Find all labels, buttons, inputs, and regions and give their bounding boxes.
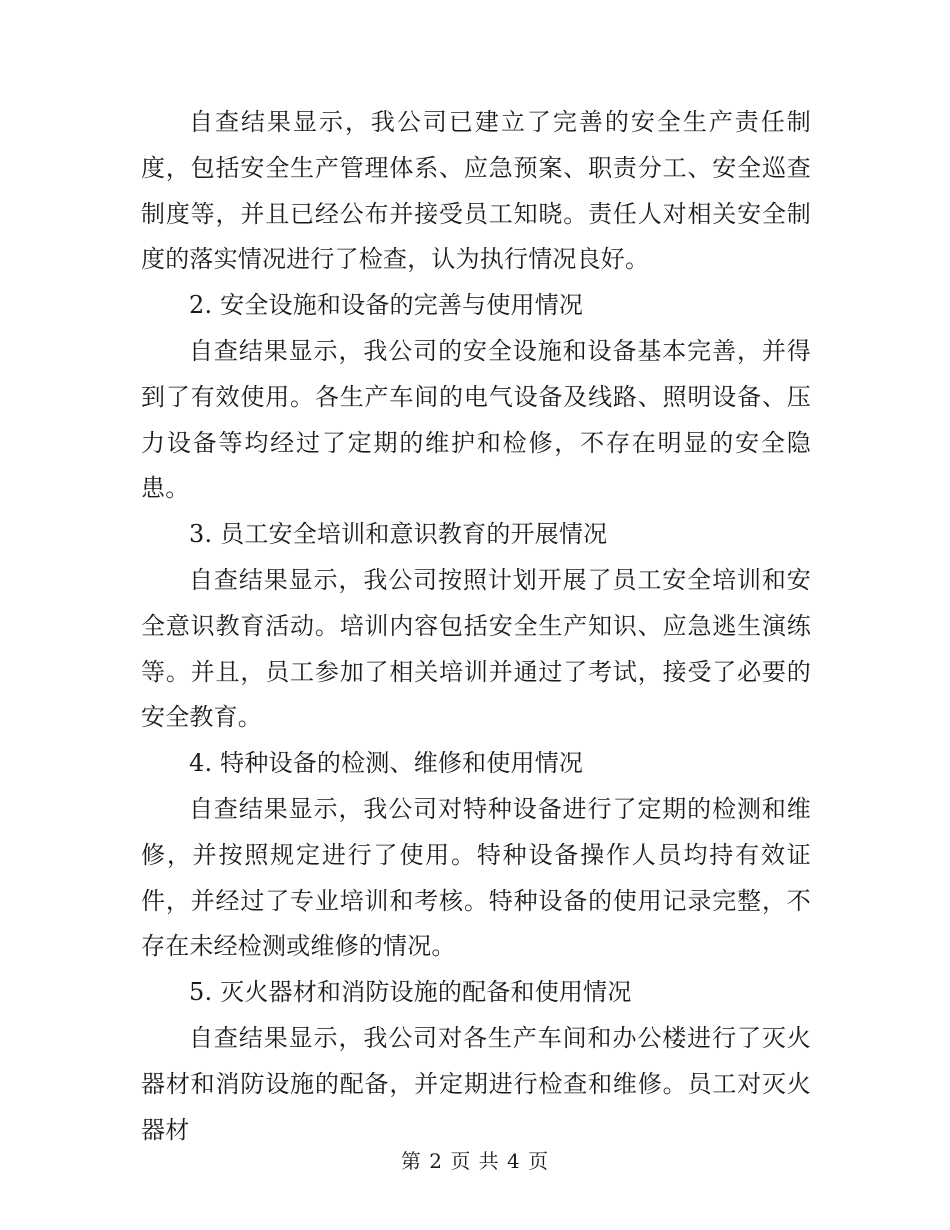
heading-section-3: 3. 员工安全培训和意识教育的开展情况 [189, 520, 608, 549]
paragraph-section-2: 自查结果显示，我公司的安全设施和设备基本完善，并得到了有效使用。各生产车间的电气设备及线路、照明设备、压力设备等均经过了定期的维护和检修，不存在明显的安全隐患。 [141, 336, 811, 503]
paragraph-section-3: 自查结果显示，我公司按照计划开展了员工安全培训和安全意识教育活动。培训内容包括安全生产知识、应急逃生演练等。并且，员工参加了相关培训并通过了考试，接受了必要的安全教育。 [141, 565, 811, 732]
page-number-footer: 第 2 页 共 4 页 [400, 1149, 550, 1173]
heading-section-4: 4. 特种设备的检测、维修和使用情况 [189, 749, 584, 778]
heading-section-5: 5. 灭火器材和消防设施的配备和使用情况 [189, 978, 632, 1007]
paragraph-responsibility-system: 自查结果显示，我公司已建立了完善的安全生产责任制度，包括安全生产管理体系、应急预案、职责分工、安全巡查制度等，并且已经公布并接受员工知晓。责任人对相关安全制度的落实情况进行了检查，认为执行情况良好。 [141, 108, 811, 274]
heading-section-2: 2. 安全设施和设备的完善与使用情况 [189, 291, 584, 320]
paragraph-section-4: 自查结果显示，我公司对特种设备进行了定期的检测和维修，并按照规定进行了使用。特种设备操作人员均持有效证件，并经过了专业培训和考核。特种设备的使用记录完整，不存在未经检测或维修的情况。 [141, 794, 811, 961]
paragraph-section-5: 自查结果显示，我公司对各生产车间和办公楼进行了灭火器材和消防设施的配备，并定期进行检查和维修。员工对灭火器材 [141, 1023, 811, 1144]
document-body [141, 100, 811, 1153]
